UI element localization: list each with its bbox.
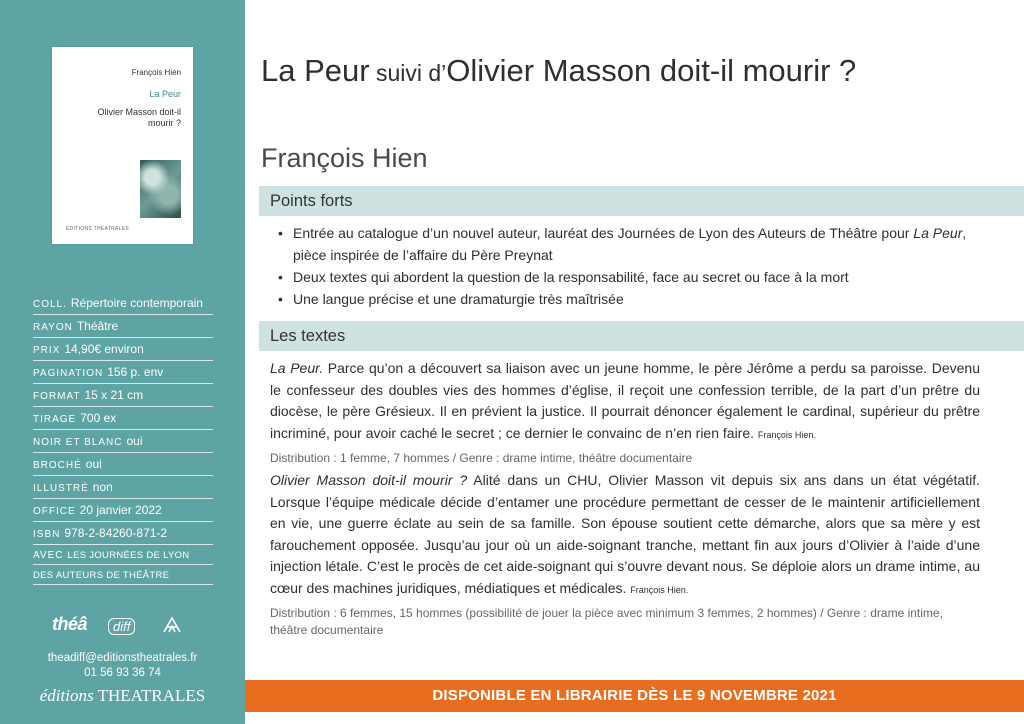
list-item: • Une langue précise et une dramaturgie très maîtrisée bbox=[276, 288, 991, 310]
meta-row-collection: COLL. Répertoire contemporain bbox=[33, 292, 213, 315]
meta-row-illustre: ILLUSTRÉ non bbox=[33, 476, 213, 499]
theadiff-logo[interactable] bbox=[52, 612, 192, 640]
contact-phone: 01 56 93 36 74 bbox=[84, 667, 161, 679]
book-author: François Hien bbox=[261, 143, 428, 173]
book-metadata bbox=[33, 292, 213, 585]
brand-name: THEATRALES bbox=[97, 686, 206, 705]
logo-diff: diff bbox=[108, 618, 135, 635]
availability-banner: DISPONIBLE EN LIBRAIRIE DÈS LE 9 NOVEMBRE 2021 bbox=[245, 680, 1024, 712]
logo-text: théâ bbox=[52, 614, 88, 634]
sidebar bbox=[0, 0, 245, 724]
distributor-mark-icon bbox=[160, 614, 184, 638]
meta-row-broche: BROCHÉ oui bbox=[33, 453, 213, 476]
meta-row-avec: AVEC LES JOURNÉES DE LYON bbox=[33, 545, 213, 565]
meta-row-tirage: TIRAGE 700 ex bbox=[33, 407, 213, 430]
meta-row-office: OFFICE 20 janvier 2022 bbox=[33, 499, 213, 522]
meta-row-pagination: PAGINATION 156 p. env bbox=[33, 361, 213, 384]
book-cover[interactable] bbox=[52, 47, 193, 244]
book-title: La Peur suivi d’Olivier Masson doit-il mourir ? bbox=[261, 53, 857, 88]
meta-row-isbn: ISBN 978-2-84260-871-2 bbox=[33, 522, 213, 545]
brand-prefix: éditions bbox=[39, 686, 94, 705]
section-header-points-forts: Points forts bbox=[259, 186, 1024, 216]
textes-section bbox=[270, 358, 980, 642]
cover-title-2: Olivier Masson doit-il mourir ? bbox=[97, 107, 181, 128]
meta-row-noir-blanc: NOIR ET BLANC oui bbox=[33, 430, 213, 453]
texte-olivier-masson: Olivier Masson doit-il mourir ? Alité dans un CHU, Olivier Masson vit depuis six ans dans un état végétatif. Lorsque l’équipe médicale décide d’entamer une procédure permettant de cesser de le maintenir artificiellement en vie, une guerre éclate au sein de sa famille. Son épouse soutient cette démarche, alors que sa mère y est farouchement opposée. Jusqu’au jour où un aide-soignant tranche, mettant fin aux jours d’Olivier à l’aide d’une injection létale. C’est le procès de cet aide-soignant qui s’ouvre devant nous. Se déploie alors un drame intime, au cœur des machines juridiques, médiatiques et médicales. François Hien. bbox=[270, 472, 980, 596]
cover-footer: ÉDITIONS THEATRALES bbox=[66, 226, 130, 232]
points-forts-list bbox=[276, 222, 991, 310]
meta-row-avec-cont: DES AUTEURS DE THÉÂTRE bbox=[33, 565, 213, 585]
texte-la-peur: La Peur. Parce qu’on a découvert sa liaison avec un jeune homme, le père Jérôme a perdu sa paroisse. Devenu le confesseur des doubles vies des hommes d’église, il reçoit une confession terrible, de la part d’un prêtre du diocèse, le père Grésieux. Il en prévient la justice. Il pourrait dénoncer également le cardinal, supérieur du prêtre incriminé, pour avoir caché le secret ; ce dernier le convainc de n’en rien faire. François Hien. bbox=[270, 360, 980, 441]
list-item: • Entrée au catalogue d’un nouvel auteur, lauréat des Journées de Lyon des Auteurs de Théâtre pour La Peur, pièce inspirée de l’affaire du Père Preynat bbox=[276, 222, 991, 266]
list-item: • Deux textes qui abordent la question de la responsabilité, face au secret ou face à la mort bbox=[276, 266, 991, 288]
cover-image bbox=[140, 160, 181, 218]
contact-email[interactable]: theadiff@editionstheatrales.fr bbox=[47, 652, 198, 664]
distribution-la-peur: Distribution : 1 femme, 7 hommes / Genre : drame intime, théâtre documentaire bbox=[270, 451, 693, 465]
cover-author: François Hien bbox=[131, 68, 181, 77]
meta-row-prix: PRIX 14,90€ environ bbox=[33, 338, 213, 361]
section-header-les-textes: Les textes bbox=[259, 321, 1024, 351]
publisher-brand bbox=[0, 686, 245, 706]
cover-title-1: La Peur bbox=[149, 89, 181, 99]
meta-row-rayon: RAYON Théâtre bbox=[33, 315, 213, 338]
contact-info bbox=[0, 651, 245, 681]
distribution-olivier-masson: Distribution : 6 femmes, 15 hommes (possibilité de jouer la pièce avec minimum 3 femmes, 2 hommes) / Genre : drame intime, théâtre documentaire bbox=[270, 606, 943, 637]
meta-row-format: FORMAT 15 x 21 cm bbox=[33, 384, 213, 407]
